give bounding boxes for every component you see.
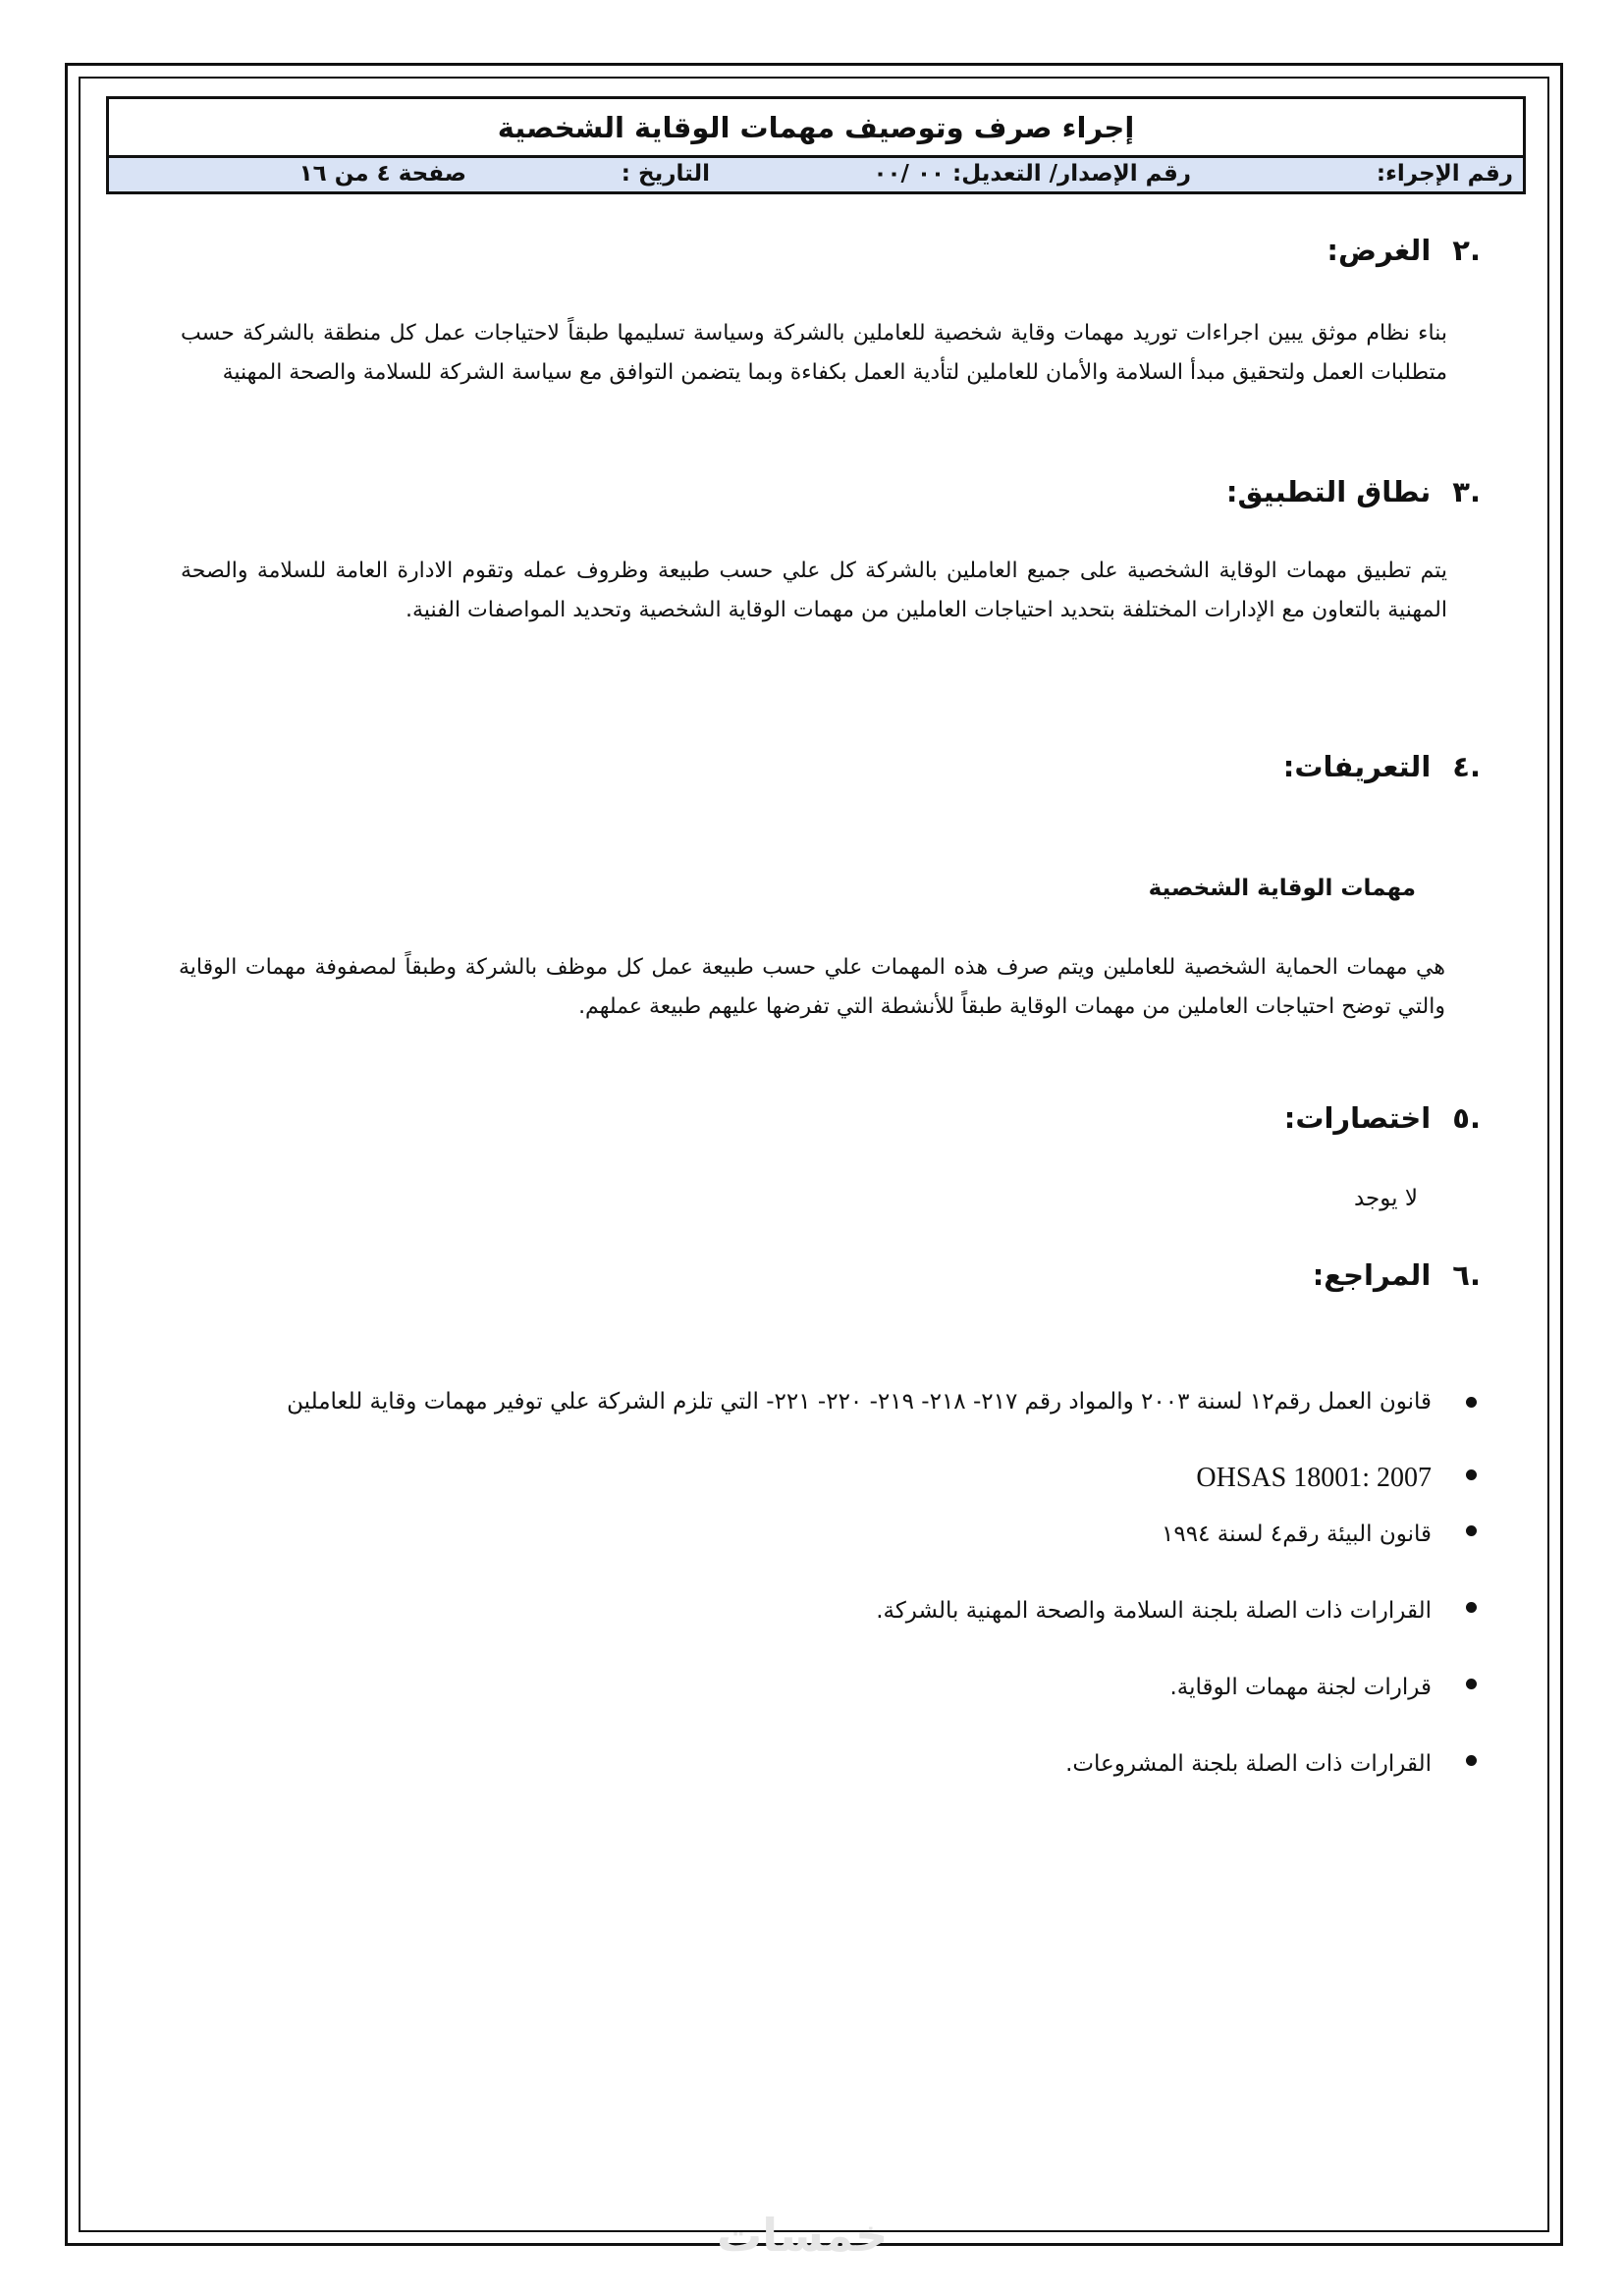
section-references-heading (1313, 1258, 1481, 1292)
section-number: .٢ (1452, 234, 1481, 267)
list-item (132, 1461, 1477, 1497)
section-abbreviations-text: لا يوجد (1353, 1186, 1418, 1211)
reference-text: القرارات ذات الصلة بلجنة السلامة والصحة المهنية بالشركة. (876, 1598, 1432, 1624)
procedure-number: رقم الإجراء: (1376, 161, 1513, 187)
bullet-icon (1466, 1679, 1477, 1689)
document-meta-bar (109, 158, 1523, 191)
section-definitions-text: هي مهمات الحماية الشخصية للعاملين ويتم صرف هذه المهمات علي حسب طبيعة عمل كل موظف بالشركة وطبقاً لمصفوفة مهمات الوقاية والتي توضح احتياجات العاملين من مهمات الوقاية طبقاً للأنشطة التي تفرضها عليهم طبيعة عملهم. (179, 955, 1445, 1019)
issue-revision: رقم الإصدار/ التعديل: ٠٠ /٠٠ (873, 161, 1191, 187)
document-header (106, 96, 1526, 194)
reference-text: قانون البيئة رقم٤ لسنة ١٩٩٤ (1162, 1522, 1432, 1547)
page-number: صفحة ٤ من ١٦ (298, 161, 466, 187)
page-inner-border (79, 77, 1549, 2232)
list-item (132, 1670, 1477, 1705)
section-purpose-text: بناء نظام موثق يبين اجراءات توريد مهمات وقاية شخصية للعاملين بالشركة وسياسة تسليمها طبقاً لاحتياجات عمل كل منطقة بالشركة حسب متطلبات العمل ولتحقيق مبدأ السلامة والأمان للعاملين لتأدية العمل بكفاءة وبما يتضمن التوافق مع سياسة الشركة للسلامة والصحة المهنية (181, 321, 1447, 385)
section-scope-heading (1226, 475, 1481, 508)
section-title: المراجع: (1312, 1258, 1432, 1292)
list-item (132, 1517, 1477, 1552)
reference-text: OHSAS 18001: 2007 (1196, 1463, 1432, 1493)
section-purpose-heading (1326, 234, 1481, 267)
watermark-logo: خمسات (717, 2209, 889, 2262)
bullet-icon (1466, 1755, 1477, 1766)
section-scope-text: يتم تطبيق مهمات الوقاية الشخصية على جميع العاملين بالشركة كل علي حسب طبيعة وظروف عمله وتقوم الادارة العامة للسلامة والصحة المهنية بالتعاون مع الإدارات المختلفة بتحديد احتياجات العاملين من مهمات الوقاية الشخصية وتحديد المواصفات الفنية. (181, 559, 1447, 622)
list-item (132, 1593, 1477, 1629)
bullet-icon (1466, 1469, 1477, 1480)
reference-text: قانون العمل رقم١٢ لسنة ٢٠٠٣ والمواد رقم ٢١٧- ٢١٨- ٢١٩- ٢٢٠- ٢٢١- التي تلزم الشركة علي توفير مهمات وقاية للعاملين (287, 1389, 1432, 1415)
definition-term: مهمات الوقاية الشخصية (1148, 876, 1416, 901)
list-item (132, 1746, 1477, 1782)
reference-text: القرارات ذات الصلة بلجنة المشروعات. (1065, 1751, 1432, 1777)
document-date: التاريخ : (621, 161, 710, 187)
bullet-icon (1466, 1525, 1477, 1536)
bullet-icon (1466, 1397, 1477, 1408)
document-title: إجراء صرف وتوصيف مهمات الوقاية الشخصية (109, 99, 1523, 158)
bullet-icon (1466, 1602, 1477, 1613)
section-number: .٦ (1452, 1258, 1481, 1292)
section-title: اختصارات: (1283, 1101, 1432, 1135)
section-title: نطاق التطبيق: (1225, 475, 1432, 508)
list-item (132, 1366, 1477, 1437)
section-number: .٤ (1452, 750, 1481, 783)
section-title: التعريفات: (1282, 750, 1432, 783)
section-abbreviations-heading (1284, 1101, 1481, 1135)
section-title: الغرض: (1326, 234, 1432, 267)
reference-text: قرارات لجنة مهمات الوقاية. (1169, 1675, 1432, 1700)
section-definitions-heading (1283, 750, 1481, 783)
section-number: .٣ (1452, 475, 1481, 508)
references-list (132, 1384, 1477, 1782)
section-number: .٥ (1452, 1101, 1481, 1135)
